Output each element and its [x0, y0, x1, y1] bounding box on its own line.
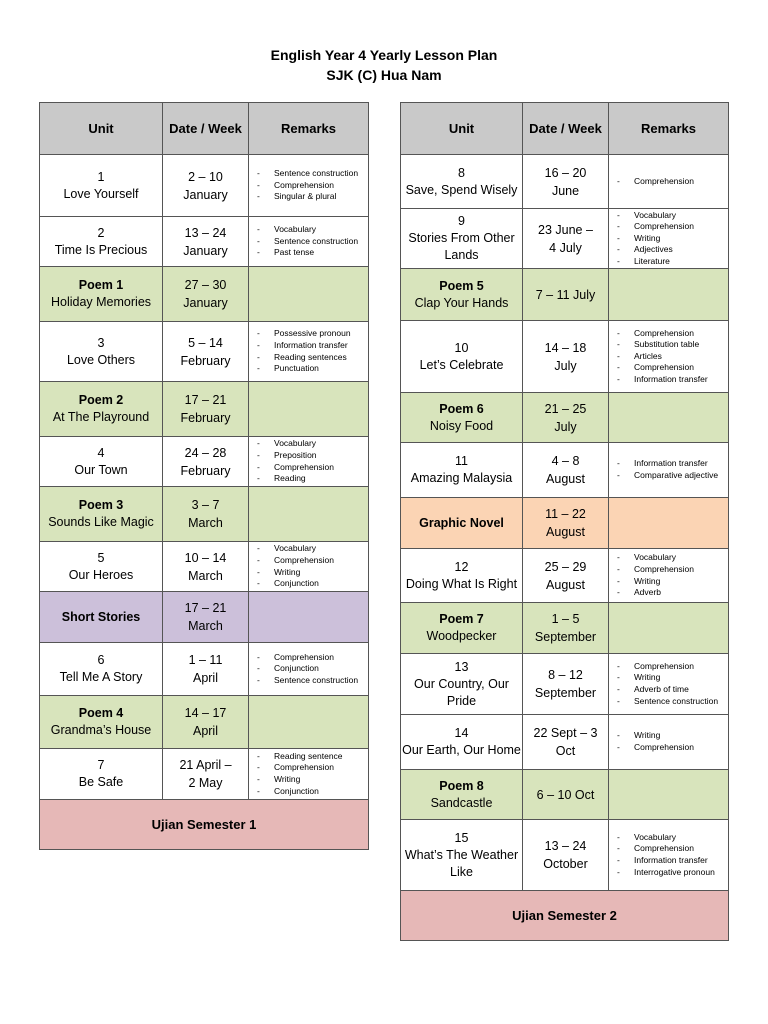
column-header-date-week: Date / Week — [523, 103, 609, 155]
date-line: July — [554, 419, 577, 434]
remarks-cell — [609, 269, 729, 321]
date-week-cell — [163, 155, 249, 217]
remark-item: - Writing — [253, 567, 364, 579]
table-row — [401, 715, 729, 770]
unit-title: Sandcastle — [430, 795, 493, 810]
date-week-cell — [523, 269, 609, 321]
remarks-cell — [249, 382, 369, 437]
remark-item: - Articles — [613, 351, 724, 363]
unit-number: Poem 2 — [78, 393, 124, 407]
semester-cell: Ujian Semester 1 — [40, 800, 369, 850]
unit-title: What’s The Weather Like — [404, 847, 519, 879]
remarks-cell — [609, 155, 729, 209]
remarks-list — [609, 176, 728, 188]
unit-title: Our Heroes — [68, 567, 134, 582]
column-header-unit: Unit — [401, 103, 523, 155]
table-row — [401, 209, 729, 269]
date-line: September — [534, 630, 597, 644]
date-line: March — [188, 568, 223, 583]
date-week-cell — [163, 437, 249, 487]
remarks-cell — [249, 217, 369, 267]
table-row — [40, 696, 369, 749]
remarks-cell — [249, 542, 369, 592]
remarks-cell — [249, 322, 369, 382]
date-line: 10 – 14 — [184, 550, 227, 565]
unit-cell — [401, 209, 523, 269]
date-week-cell — [523, 321, 609, 393]
unit-number: 7 — [97, 758, 105, 772]
unit-title: Love Others — [66, 352, 136, 367]
unit-title: Our Town — [74, 462, 128, 477]
remark-item: - Possessive pronoun — [253, 328, 364, 340]
unit-number: Poem 3 — [78, 498, 124, 512]
unit-title: Clap Your Hands — [414, 295, 509, 310]
remark-item: - Reading — [253, 473, 364, 485]
date-line: January — [183, 187, 228, 202]
date-line: 17 – 21 — [184, 601, 227, 615]
unit-cell — [40, 696, 163, 749]
table-row — [40, 592, 369, 643]
remarks-cell — [609, 820, 729, 891]
unit-cell — [401, 770, 523, 820]
remarks-list — [609, 328, 728, 386]
remark-item: - Adverb — [613, 587, 724, 599]
remarks-list — [249, 168, 368, 203]
table-row — [401, 269, 729, 321]
semester-cell: Ujian Semester 2 — [401, 891, 729, 941]
date-week-cell — [163, 322, 249, 382]
date-line: March — [188, 619, 223, 633]
date-line: September — [534, 686, 597, 700]
column-header-date-week: Date / Week — [163, 103, 249, 155]
page-title: English Year 4 Yearly Lesson Plan — [270, 47, 498, 63]
page-subtitle: SJK (C) Hua Nam — [326, 67, 442, 83]
date-line: 13 – 24 — [184, 225, 227, 240]
column-header-remarks: Remarks — [609, 103, 729, 155]
lesson-plan-table-right — [400, 102, 729, 941]
date-line: 1 – 11 — [188, 653, 223, 667]
remark-item: - Comprehension — [613, 742, 724, 754]
remark-item: - Sentence construction — [253, 675, 364, 687]
date-line: 11 – 22 — [545, 507, 586, 521]
remark-item: - Interrogative pronoun — [613, 867, 724, 879]
remark-item: - Comprehension — [613, 362, 724, 374]
unit-title: Our Earth, Our Home — [402, 743, 521, 757]
remark-item: - Comprehension — [613, 843, 724, 855]
remark-item: - Adjectives — [613, 244, 724, 256]
remarks-cell — [249, 749, 369, 800]
remark-item: - Substitution table — [613, 339, 724, 351]
unit-cell — [40, 322, 163, 382]
unit-title: Noisy Food — [429, 418, 494, 433]
remark-item: - Information transfer — [253, 340, 364, 352]
unit-cell — [401, 820, 523, 891]
unit-title: Time Is Precious — [54, 242, 148, 257]
table-row — [40, 217, 369, 267]
unit-title: At The Playround — [52, 410, 150, 424]
remarks-list — [249, 543, 368, 589]
remarks-cell — [249, 696, 369, 749]
date-week-cell — [523, 498, 609, 549]
date-line: February — [180, 353, 231, 368]
unit-number: Poem 1 — [78, 278, 124, 292]
remark-item: - Vocabulary — [253, 543, 364, 555]
unit-number: 11 — [455, 454, 468, 468]
date-week-cell — [163, 487, 249, 542]
remarks-list — [249, 224, 368, 259]
remarks-list — [609, 458, 728, 481]
date-line: April — [192, 671, 218, 685]
unit-cell — [401, 603, 523, 654]
unit-title: Be Safe — [78, 775, 124, 789]
date-line: January — [183, 243, 228, 258]
date-line: August — [546, 525, 585, 539]
date-line: March — [188, 516, 223, 530]
date-week-cell — [163, 749, 249, 800]
unit-cell — [401, 549, 523, 603]
date-line: April — [192, 724, 218, 738]
remark-item: - Information transfer — [613, 374, 724, 386]
date-line: July — [554, 358, 577, 373]
unit-title: Save, Spend Wisely — [405, 182, 518, 197]
unit-cell — [40, 592, 163, 643]
unit-cell — [40, 382, 163, 437]
date-week-cell — [523, 443, 609, 498]
date-line: 14 – 18 — [544, 340, 587, 355]
remarks-list — [609, 552, 728, 598]
unit-number: 8 — [458, 165, 465, 180]
unit-title: Woodpecker — [426, 629, 497, 643]
remark-item: - Comprehension — [253, 652, 364, 664]
unit-cell — [401, 393, 523, 443]
remark-item: - Information transfer — [613, 855, 724, 867]
date-line: 21 – 25 — [544, 401, 587, 416]
table-row — [40, 487, 369, 542]
unit-number: 12 — [454, 559, 469, 574]
remarks-list — [249, 328, 368, 374]
date-line: 1 – 5 — [551, 612, 580, 626]
unit-cell — [401, 269, 523, 321]
remark-item: - Vocabulary — [253, 224, 364, 236]
semester-row — [401, 891, 729, 941]
remarks-cell — [609, 393, 729, 443]
remarks-list — [249, 751, 368, 797]
remarks-cell — [609, 770, 729, 820]
date-week-cell — [523, 549, 609, 603]
remarks-list — [249, 652, 368, 687]
unit-cell — [401, 654, 523, 715]
remark-item: - Writing — [613, 233, 724, 245]
table-row — [40, 322, 369, 382]
remark-item: - Conjunction — [253, 578, 364, 590]
table-row — [40, 542, 369, 592]
remarks-cell — [249, 487, 369, 542]
unit-cell — [40, 155, 163, 217]
table-row — [40, 155, 369, 217]
date-week-cell — [523, 603, 609, 654]
date-line: 7 – 11 July — [535, 287, 596, 302]
remarks-list — [249, 438, 368, 484]
column-header-unit: Unit — [40, 103, 163, 155]
remark-item: - Reading sentences — [253, 352, 364, 364]
unit-number: Poem 4 — [78, 706, 124, 720]
remark-item: - Sentence construction — [253, 168, 364, 180]
remark-item: - Past tense — [253, 247, 364, 259]
date-line: 3 – 7 — [191, 498, 220, 512]
date-line: 8 – 12 — [548, 668, 583, 682]
remark-item: - Conjunction — [253, 663, 364, 675]
remarks-cell — [609, 654, 729, 715]
date-week-cell — [163, 217, 249, 267]
date-week-cell — [523, 715, 609, 770]
unit-title: Stories From Other Lands — [408, 231, 515, 262]
unit-cell — [40, 749, 163, 800]
date-week-cell — [523, 654, 609, 715]
unit-number: 10 — [454, 340, 469, 355]
unit-title: Holiday Memories — [50, 295, 152, 309]
table-row — [40, 437, 369, 487]
unit-cell — [401, 155, 523, 209]
date-week-cell — [163, 542, 249, 592]
remarks-list — [609, 661, 728, 707]
unit-cell — [401, 321, 523, 393]
unit-title: Sounds Like Magic — [48, 515, 154, 529]
table-row — [401, 654, 729, 715]
date-line: 4 – 8 — [551, 454, 580, 468]
date-week-cell — [163, 382, 249, 437]
unit-title: Tell Me A Story — [59, 670, 143, 684]
remarks-cell — [249, 437, 369, 487]
unit-number: 6 — [97, 653, 105, 667]
remark-item: - Comprehension — [613, 221, 724, 233]
remark-item: - Vocabulary — [613, 832, 724, 844]
remarks-list — [609, 730, 728, 753]
remark-item: - Vocabulary — [613, 552, 724, 564]
unit-title: Love Yourself — [63, 186, 139, 201]
unit-cell — [40, 487, 163, 542]
remark-item: - Comprehension — [613, 328, 724, 340]
remark-item: - Singular & plural — [253, 191, 364, 203]
date-line: 21 April – — [179, 758, 232, 772]
date-line: January — [183, 296, 228, 310]
date-line: 22 Sept – 3 — [533, 726, 598, 740]
unit-number: 1 — [97, 169, 105, 184]
remarks-cell — [249, 155, 369, 217]
date-week-cell — [523, 155, 609, 209]
remark-item: - Comprehension — [253, 462, 364, 474]
unit-number: 5 — [97, 550, 105, 565]
remark-item: - Writing — [613, 730, 724, 742]
remark-item: - Comprehension — [253, 180, 364, 192]
unit-number: 14 — [454, 726, 469, 740]
table-row — [401, 498, 729, 549]
date-line: 2 – 10 — [188, 169, 223, 184]
remark-item: - Comprehension — [613, 661, 724, 673]
date-line: 23 June – — [538, 222, 593, 237]
remarks-cell — [609, 209, 729, 269]
remark-item: - Information transfer — [613, 458, 724, 470]
remark-item: - Vocabulary — [253, 438, 364, 450]
remark-item: - Conjunction — [253, 786, 364, 798]
remark-item: - Sentence construction — [613, 696, 724, 708]
remarks-cell — [609, 443, 729, 498]
date-line: 5 – 14 — [188, 335, 223, 350]
unit-number: 13 — [454, 659, 469, 674]
table-row — [401, 770, 729, 820]
unit-number: Short Stories — [61, 609, 141, 624]
unit-number: Poem 7 — [439, 612, 484, 626]
unit-cell — [40, 542, 163, 592]
unit-cell — [40, 217, 163, 267]
remark-item: - Adverb of time — [613, 684, 724, 696]
unit-cell — [40, 643, 163, 696]
unit-number: 9 — [458, 214, 465, 228]
remark-item: - Punctuation — [253, 363, 364, 375]
unit-number: 3 — [97, 335, 105, 350]
unit-cell — [401, 443, 523, 498]
date-week-cell — [163, 592, 249, 643]
remarks-list — [609, 832, 728, 878]
unit-title: Grandma’s House — [50, 723, 152, 737]
remark-item: - Vocabulary — [613, 210, 724, 222]
date-line: August — [546, 472, 585, 486]
table-row — [401, 321, 729, 393]
date-week-cell — [523, 209, 609, 269]
table-row — [401, 443, 729, 498]
remarks-cell — [609, 321, 729, 393]
remark-item: - Comparative adjective — [613, 470, 724, 482]
unit-cell — [401, 498, 523, 549]
table-row — [40, 267, 369, 322]
date-line: 17 – 21 — [184, 393, 227, 407]
unit-number: Graphic Novel — [419, 515, 504, 530]
remarks-cell — [249, 267, 369, 322]
unit-cell — [40, 437, 163, 487]
table-row — [40, 643, 369, 696]
date-line: October — [543, 857, 588, 871]
date-line: Oct — [555, 744, 576, 758]
remark-item: - Comprehension — [613, 176, 724, 188]
remark-item: - Comprehension — [253, 762, 364, 774]
date-line: 24 – 28 — [184, 445, 227, 460]
date-line: 13 – 24 — [544, 839, 587, 853]
table-row — [401, 155, 729, 209]
table-row — [401, 603, 729, 654]
date-line: 25 – 29 — [544, 559, 587, 574]
table-row — [401, 820, 729, 891]
date-line: 27 – 30 — [184, 278, 227, 292]
unit-number: Poem 6 — [439, 401, 484, 416]
date-week-cell — [523, 393, 609, 443]
unit-number: 15 — [454, 830, 469, 845]
date-line: 4 July — [549, 240, 582, 255]
date-week-cell — [523, 770, 609, 820]
remark-item: - Comprehension — [613, 564, 724, 576]
unit-number: Poem 8 — [439, 778, 484, 793]
remark-item: - Comprehension — [253, 555, 364, 567]
remark-item: - Writing — [613, 672, 724, 684]
semester-row — [40, 800, 369, 850]
remark-item: - Sentence construction — [253, 236, 364, 248]
unit-number: 2 — [97, 225, 105, 240]
remark-item: - Writing — [253, 774, 364, 786]
date-line: 16 – 20 — [544, 165, 587, 180]
unit-cell — [401, 715, 523, 770]
remark-item: - Preposition — [253, 450, 364, 462]
column-header-remarks: Remarks — [249, 103, 369, 155]
remarks-cell — [249, 643, 369, 696]
date-week-cell — [163, 267, 249, 322]
remarks-cell — [609, 498, 729, 549]
remarks-cell — [609, 715, 729, 770]
remarks-cell — [609, 549, 729, 603]
table-row — [40, 749, 369, 800]
lesson-plan-table-left — [39, 102, 369, 850]
date-line: June — [551, 183, 580, 198]
remarks-list — [609, 210, 728, 268]
table-row — [40, 382, 369, 437]
date-line: August — [546, 577, 585, 592]
date-line: February — [180, 411, 231, 425]
date-week-cell — [163, 643, 249, 696]
unit-title: Let’s Celebrate — [419, 357, 504, 372]
remarks-cell — [609, 603, 729, 654]
date-line: February — [180, 463, 231, 478]
date-line: 14 – 17 — [184, 706, 227, 720]
date-week-cell — [523, 820, 609, 891]
unit-number: 4 — [97, 445, 105, 460]
unit-number: Poem 5 — [439, 278, 484, 293]
remark-item: - Literature — [613, 256, 724, 268]
date-line: 6 – 10 Oct — [536, 787, 595, 802]
unit-title: Doing What Is Right — [405, 576, 518, 591]
unit-cell — [40, 267, 163, 322]
unit-title: Amazing Malaysia — [410, 471, 513, 485]
date-line: 2 May — [188, 776, 223, 790]
remarks-cell — [249, 592, 369, 643]
unit-title: Our Country, Our Pride — [414, 676, 509, 708]
table-row — [401, 393, 729, 443]
remark-item: - Writing — [613, 576, 724, 588]
date-week-cell — [163, 696, 249, 749]
table-row — [401, 549, 729, 603]
remark-item: - Reading sentence — [253, 751, 364, 763]
